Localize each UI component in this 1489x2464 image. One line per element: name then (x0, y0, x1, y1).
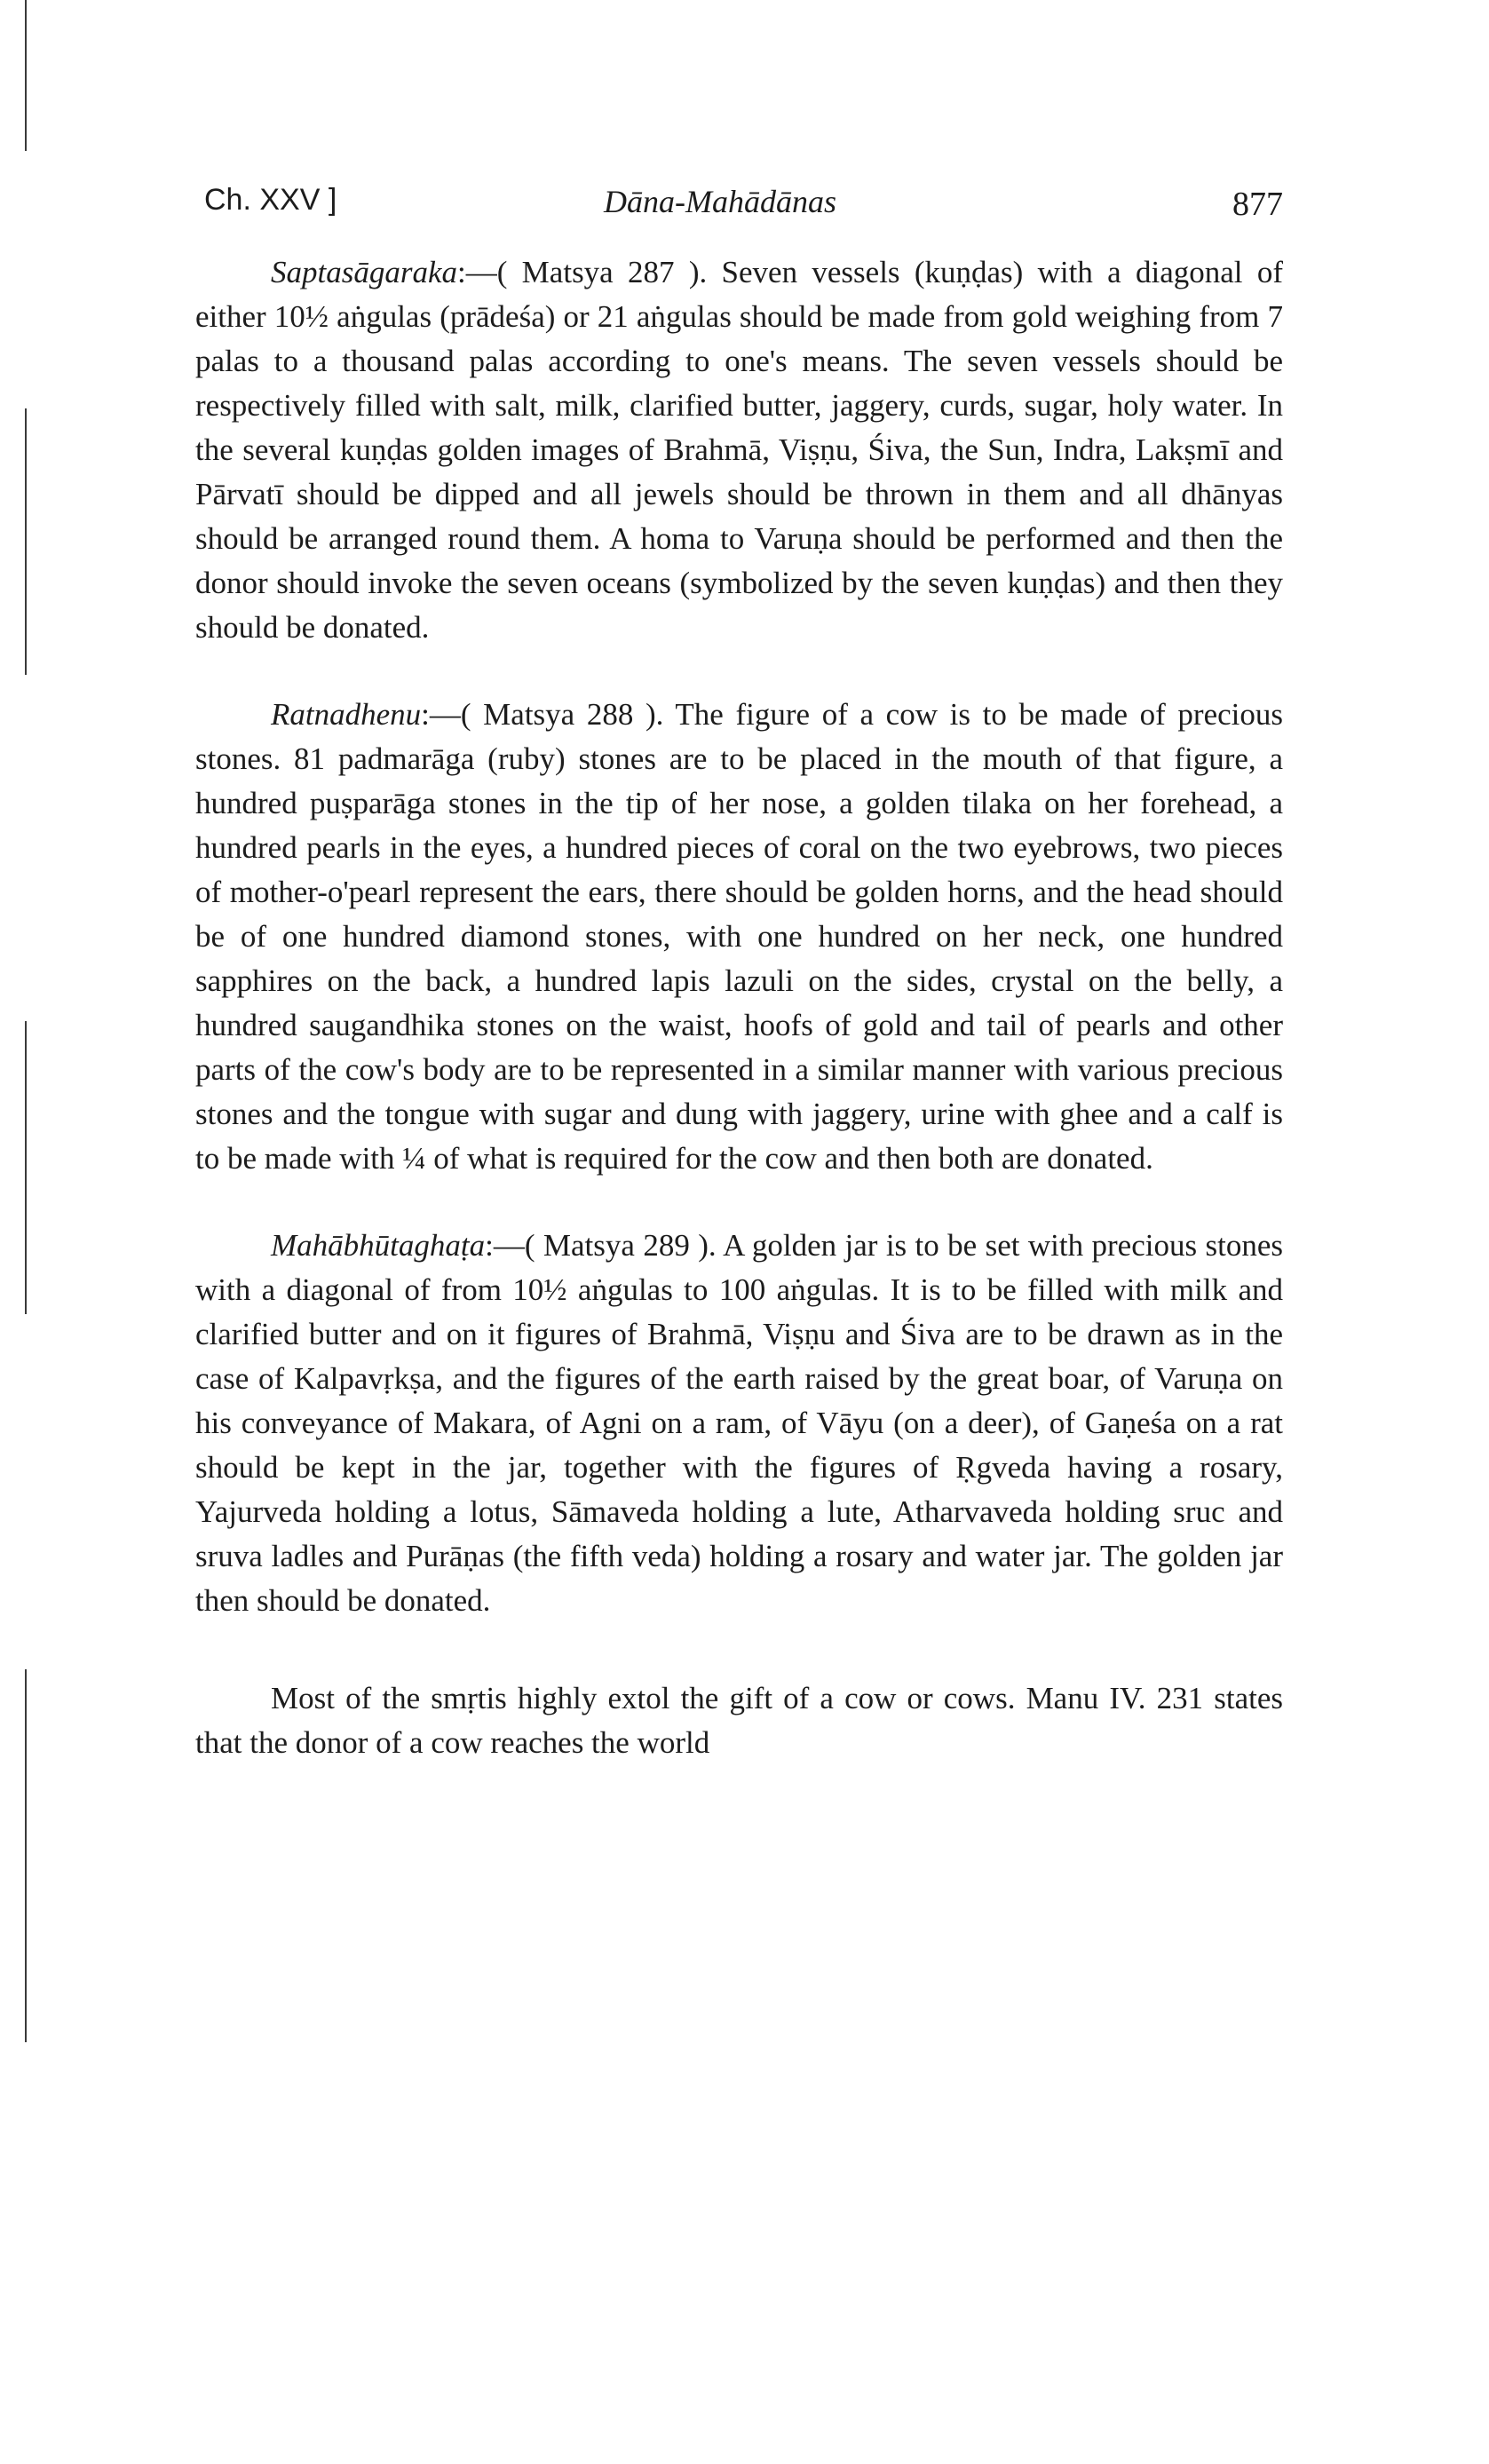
paragraph-text: Most of the smṛtis highly extol the gift of a cow or cows. Manu IV. 231 states that the donor of a cow reaches the world (195, 1681, 1283, 1760)
scan-margin-line (25, 408, 27, 675)
paragraph-ratnadhenu (195, 693, 1283, 1181)
chapter-label: Ch. XXV ] (204, 183, 337, 217)
scan-margin-line (25, 1669, 27, 2042)
running-title: Dāna-Mahādānas (604, 184, 836, 219)
scan-margin-line (25, 1021, 27, 1314)
paragraph-text: :—( Matsya 288 ). The figure of a cow is to be made of precious stones. 81 padmarāga (ruby) stones are to be placed in the mouth of that figure, a hundred puṣparāga stones in the tip of her nose, a golden tilaka on her forehead, a hundred pearls in the eyes, a hundred pieces of coral on the two eyebrows, two pieces of mother-o'pearl represent the ears, there should be golden horns, and the head should be of one hundred diamond stones, with one hundred on her neck, one hundred sapphires on the back, a hundred lapis lazuli on the sides, crystal on the belly, a hundred saugandhika stones on the waist, hoofs of gold and tail of pearls and other parts of the cow's body are to be represented in a similar manner with various precious stones and the tongue with sugar and dung with jaggery, urine with ghee and a calf is to be made with ¼ of what is required for the cow and then both are donated. (195, 697, 1283, 1176)
paragraph-text: :—( Matsya 287 ). Seven vessels (kuṇḍas) with a diagonal of either 10½ aṅgulas (prādeśa) or 21 aṅgulas should be made from gold weighing from 7 palas to a thousand palas according to one's means. The seven vessels should be respectively filled with salt, milk, clarified butter, jaggery, curds, sugar, holy water. In the several kuṇḍas golden images of Brahmā, Viṣṇu, Śiva, the Sun, Indra, Lakṣmī and Pārvatī should be dipped and all jewels should be thrown in them and all dhānyas should be arranged round them. A homa to Varuṇa should be performed and then the donor should invoke the seven oceans (symbolized by the seven kuṇḍas) and then they should be donated. (195, 255, 1283, 645)
running-head (195, 178, 1283, 231)
paragraph-text: :—( Matsya 289 ). A golden jar is to be set with precious stones with a diagonal of from 10½ aṅgulas to 100 aṅgulas. It is to be filled with milk and clarified butter and on it figures of Brahmā, Viṣṇu and Śiva are to be drawn as in the case of Kalpavṛkṣa, and the figures of the earth raised by the great boar, of Varuṇa on his conveyance of Makara, of Agni on a ram, of Vāyu (on a deer), of Gaṇeśa on a rat should be kept in the jar, together with the figures of Ṛgveda having a rosary, Yajurveda holding a lotus, Sāmaveda holding a lute, Atharvaveda holding sruc and sruva ladles and Purāṇas (the fifth veda) holding a rosary and water jar. The golden jar then should be donated. (195, 1228, 1283, 1618)
scan-margin-line (25, 0, 27, 151)
term-heading: Ratnadhenu (271, 697, 422, 732)
term-heading: Saptasāgaraka (271, 255, 457, 289)
paragraph-smrtis (195, 1676, 1283, 1765)
page-number: 877 (1232, 186, 1283, 223)
paragraph-saptasagaraka (195, 250, 1283, 650)
term-heading: Mahābhūtaghaṭa (271, 1228, 486, 1263)
book-page (195, 178, 1283, 1765)
paragraph-mahabhutaghata (195, 1224, 1283, 1623)
